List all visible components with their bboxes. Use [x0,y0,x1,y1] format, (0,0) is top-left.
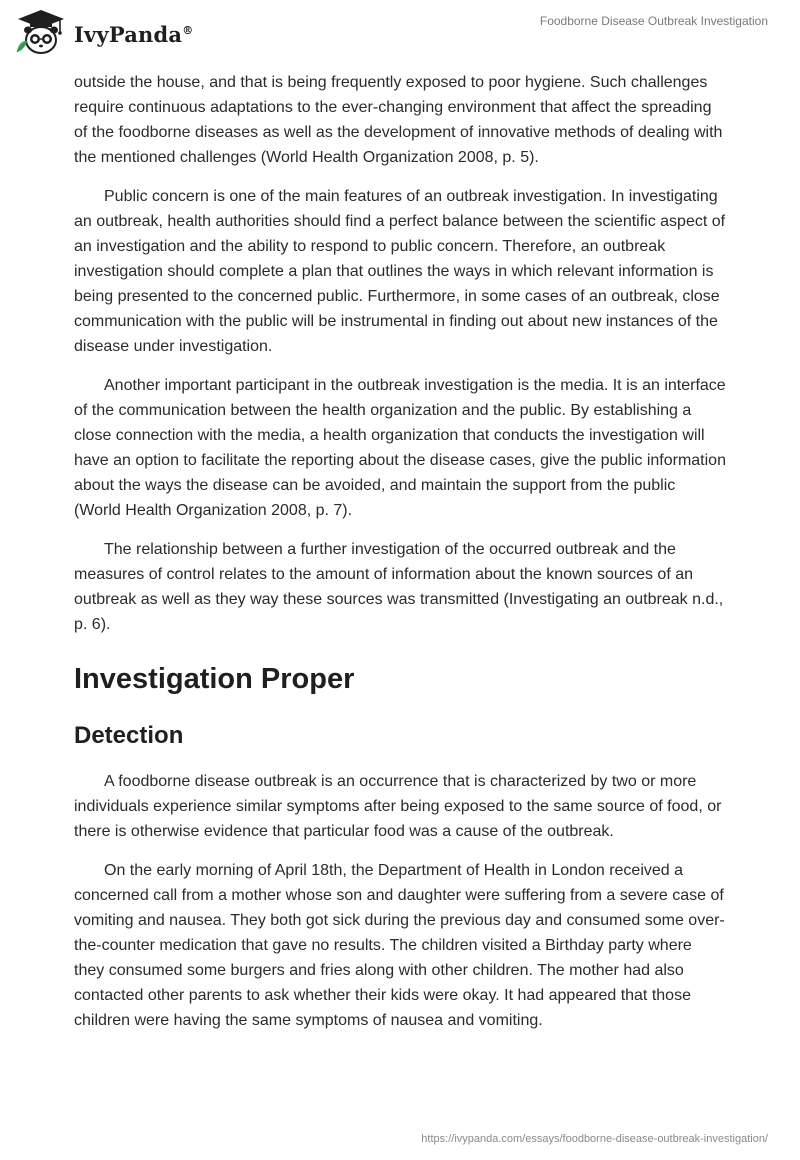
logo-text: IvyPanda® [74,21,194,47]
page-header [0,0,800,66]
ivypanda-logo[interactable] [14,8,193,58]
paragraph: Another important participant in the outbreak investigation is the media. It is an interface of the communication between the health organization and the public. By establishing a close connection with the media, a health organization that conducts the investigation will have an option to facilitate the reporting about the disease cases, give the public information about the ways the disease can be avoided, and maintain the support from the public (World Health Organization 2008, p. 7). [74,377,726,519]
section-heading: Investigation Proper [74,663,355,695]
document-title: Foodborne Disease Outbreak Investigation [539,14,768,28]
paragraph: A foodborne disease outbreak is an occurrence that is characterized by two or more individuals experience similar symptoms after being exposed to the same source of food, or there is otherwise evidence that particular food was a cause of the outbreak. [74,773,722,840]
subsection-heading: Detection [74,722,184,749]
essay-content [74,70,726,1047]
paragraph: outside the house, and that is being frequently exposed to poor hygiene. Such challenges require continuous adaptations to the ever-changing environment that affect the spreading of the foodborne diseases as well as the development of innovative methods of dealing with the mentioned challenges (World Health Organization 2008, p. 5). [74,74,723,166]
paragraph: The relationship between a further investigation of the occurred outbreak and the measures of control relates to the amount of information about the known sources of an outbreak as well as they way these sources was transmitted (Investigating an outbreak n.d., p. 6). [74,541,724,633]
source-url[interactable]: https://ivypanda.com/essays/foodborne-disease-outbreak-investigation/ [421,1133,768,1145]
panda-graduate-icon [14,8,68,58]
paragraph: On the early morning of April 18th, the Department of Health in London received a concerned call from a mother whose son and daughter were suffering from a severe case of vomiting and nausea. They both got sick during the previous day and consumed some over-the-counter medication that gave no results. The children visited a Birthday party where they consumed some burgers and fries along with other children. The mother had also contacted other parents to ask whether their kids were okay. It had appeared that those children were having the same symptoms of nausea and vomiting. [74,862,725,1029]
paragraph: Public concern is one of the main features of an outbreak investigation. In investigating an outbreak, health authorities should find a perfect balance between the scientific aspect of an investigation and the ability to respond to public concern. Therefore, an outbreak investigation should complete a plan that outlines the ways in which relevant information is being presented to the concerned public. Furthermore, in some cases of an outbreak, close communication with the public will be instrumental in finding out about new instances of the disease under investigation. [74,188,726,355]
